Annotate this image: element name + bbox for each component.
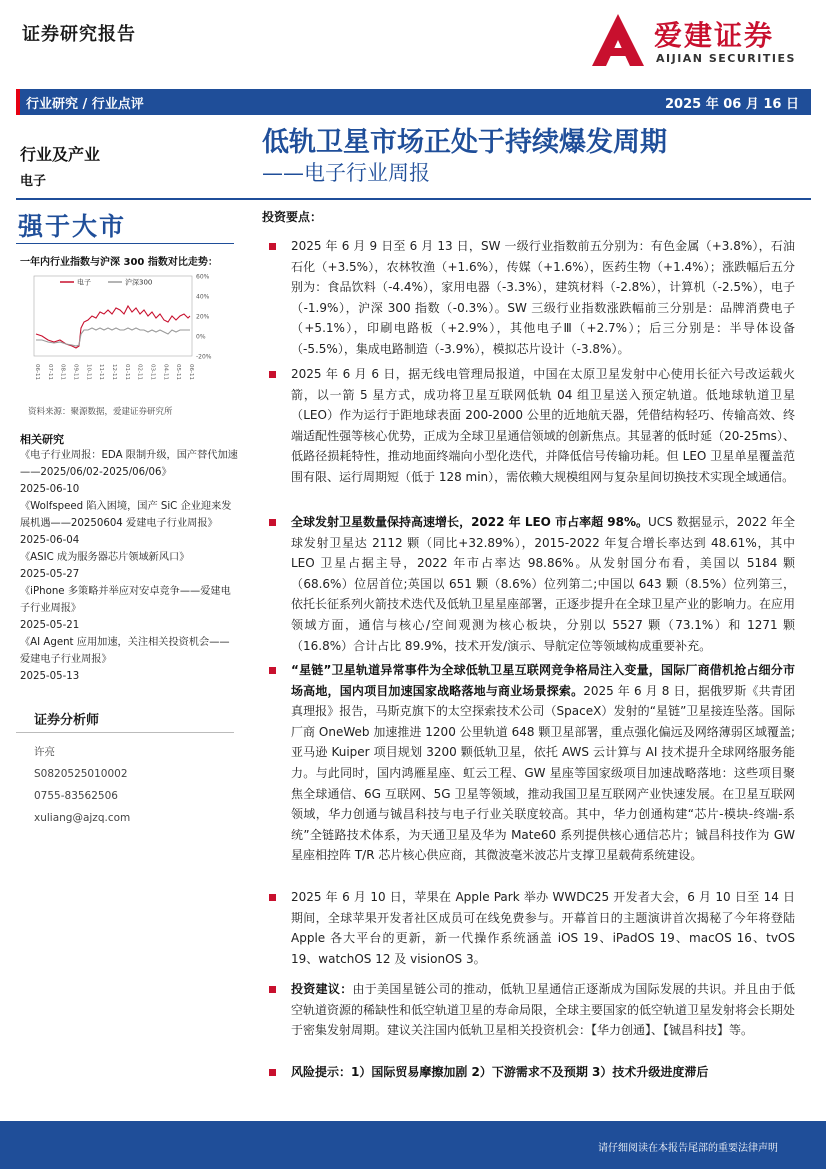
chart-source: 资料来源：聚源数据，爱建证券研究所 [28,407,173,417]
key-point-bold: 风险提示：1）国际贸易摩擦加剧 2）下游需求不及预期 3）技术升级进度滞后 [291,1065,709,1079]
y-tick-label: 40% [196,293,210,301]
analyst-email[interactable]: xuliang@ajzq.com [34,812,131,824]
bullet-icon [269,667,276,674]
x-tick-labels [34,364,194,380]
key-point-text: UCS 数据显示，2022 年全球发射卫星达 2112 颗（同比+32.89%），2015-2022 年复合增长率达到 48.61%，其中 LEO 卫星占据主导，2022 年市占率达 98.86%。从发射国分布看，美国以 5184 颗（68.6%）位居首位;英国以 651 颗（8.6%）位列第二;中国以 643 颗（8.5%）位列第三，依托长征系列火箭技术迭代及低轨卫星星座部署，正逐步提升在全球卫星产业的影响力。在应用领域方面，通信与核心/空间观测为核心板块，分别以 5527 颗（73.1%）和 1271 颗（16.8%）合计占比 89.9%，技术开发/演示、导航定位等领域构成重要补充。 [291,515,796,653]
legend-electronics: 电子 [77,278,91,287]
related-item-title[interactable]: 《ASIC 成为服务器芯片领域新风口》 [20,552,190,563]
y-tick-label: 20% [196,313,210,321]
related-item-date: 2025-05-27 [20,569,80,580]
analyst-info [34,741,130,829]
footer-disclaimer[interactable]: 请仔细阅读在本报告尾部的重要法律声明 [598,1143,778,1154]
related-item-title[interactable]: 《电子行业周报：EDA 限制升级，国产替代加速——2025/06/02-2025/06/06》 [20,450,238,478]
header-bar [16,89,811,115]
related-research-title: 相关研究 [20,433,64,446]
key-point [291,236,795,360]
analyst-phone: 0755-83562506 [34,790,118,802]
key-point [291,512,795,656]
x-tick-label: 06-11 [188,364,194,380]
related-item-date: 2025-05-21 [20,620,80,631]
logo-text-en: AIJIAN SECURITIES [656,52,796,65]
analyst-license: S0820525010002 [34,768,128,780]
bullet-icon [269,243,276,250]
report-date: 2025 年 06 月 16 日 [665,97,799,112]
report-type-label: 证券研究报告 [22,24,136,45]
key-point-text: 2025 年 6 月 6 日，据无线电管理局报道，中国在太原卫星发射中心使用长征六号改运载火箭，以一箭 5 星方式，成功将卫星互联网低轨 04 组卫星送入预定轨道。低地球轨道卫星（LEO）作为运行于距地球表面 200-2000 公里的近地航天器，凭借结构轻巧、传输高效、终端适配性强等核心优势，正成为全球卫星通信领域的创新焦点。其显著的低时延（20-25ms）、低路径损耗特性，推动地面终端向小型化迭代，并降低信号传输功耗。但 LEO 卫星单星覆盖范围有限、运行周期短（低于 128 min），需依赖大规模组网与复杂星间切换技术实现全域通信。 [291,367,795,484]
key-point [291,979,795,1041]
x-tick-label: 12-11 [111,364,117,380]
x-tick-label: 07-11 [46,364,53,380]
bullet-icon [269,1069,276,1076]
header-bar-accent [16,89,20,115]
related-item[interactable] [20,583,238,634]
chart-title: 一年内行业指数与沪深 300 指数对比走势： [20,257,218,268]
related-item-title[interactable]: 《Wolfspeed 陷入困境，国产 SiC 企业迎来发展机遇——20250604 爱建电子行业周报》 [20,501,232,529]
page-subtitle: ——电子行业周报 [262,161,430,185]
x-tick-label: 10-11 [85,364,92,380]
plot-frame [34,276,192,356]
company-logo [590,12,805,72]
x-tick-label: 09-11 [72,364,79,380]
y-tick-label: -20% [196,353,212,361]
title-divider [16,198,811,200]
bullet-icon [269,986,276,993]
legend-csi300: 沪深300 [125,278,153,287]
related-item-date: 2025-06-04 [20,535,80,546]
key-point-text: 2025 年 6 月 9 日至 6 月 13 日，SW 一级行业指数前五分别为：有色金属（+3.8%），石油石化（+3.5%），农林牧渔（+1.6%），传媒（+1.6%），医药生物（+1.4%）；涨跌幅后五分别为：食品饮料（-4.4%），家用电器（-3.3%），建筑材料（-2.8%），计算机（-2.5%），电子（-1.9%），沪深 300 指数（-0.3%）。SW 三级行业指数涨跌幅前三分别是：品牌消费电子（+5.1%），印刷电路板（+2.9%），其他电子Ⅲ（+2.7%）；后三分别是：半导体设备（-5.5%），集成电路制造（-3.9%），模拟芯片设计（-3.8%）。 [291,239,795,356]
breadcrumb: 行业研究 / 行业点评 [26,97,144,112]
bullet-icon [269,894,276,901]
industry-title: 行业及产业 [20,145,101,164]
y-tick-label: 0% [196,333,206,341]
x-tick-label: 04-11 [162,364,169,380]
rating-divider [16,243,234,244]
related-item[interactable] [20,549,238,583]
x-tick-label: 06-11 [34,364,40,380]
analyst-divider [16,732,234,733]
logo-mark-icon [590,12,646,68]
x-tick-label: 11-11 [98,364,105,380]
key-point-text: 2025 年 6 月 8 日，据俄罗斯《共青团真理报》报告，马斯克旗下的太空探索技术公司（SpaceX）发射的“星链”卫星接连坠落。国际厂商 OneWeb 加速推进 1200 公里轨道 648 颗卫星部署，重点强化偏远及网络薄弱区域覆盖;亚马逊 Kuiper 项目规划 3200 颗低轨卫星，依托 AWS 云计算与 AI 技术提升全球网络服务能力。与此同时，国内鸿雁星座、虹云工程、GW 星座等国家级项目加速战略落地：这些项目聚焦全球通信、6G 互联网、5G 卫星等领域，推动我国卫星互联网产业快速发展。在卫星互联网领域，华力创通与铖昌科技与电子行业关联度较高。其中，华力创通构建“芯片-模块-终端-系统”全链路技术体系，为天通卫星及华为 Mate60 系列提供核心通信芯片；铖昌科技作为 GW 星座相控阵 T/R 芯片核心供应商，其微波毫米波芯片支撑卫星载荷系统建设。 [291,683,795,863]
footer-bar [0,1121,826,1169]
related-item[interactable] [20,447,238,498]
key-point [291,660,795,866]
industry-sub: 电子 [20,174,47,189]
related-item-title[interactable]: 《iPhone 多策略并举应对安卓竞争——爱建电子行业周报》 [20,586,231,614]
related-item-date: 2025-06-10 [20,484,80,495]
bullet-icon [269,519,276,526]
rating-label: 强于大市 [18,212,127,241]
x-tick-label: 08-11 [59,364,66,380]
logo-text-cn: 爱建证券 [654,19,775,52]
x-tick-label: 05-11 [175,364,182,380]
y-tick-labels [196,274,212,361]
key-points-title: 投资要点： [262,210,323,224]
bullet-icon [269,371,276,378]
key-point-bold: “星链”卫星轨道异常事件为全球低轨卫星互联网竞争格局注入变量，国际厂商借机抢占细分市场高地，国内项目加速国家战略落地与商业场景探索。 [291,663,795,698]
key-point [291,1062,795,1083]
key-point [291,887,795,969]
related-item-date: 2025-05-13 [20,671,80,682]
x-tick-label: 03-11 [149,364,156,380]
key-point-bold: 全球发射卫星数量保持高速增长，2022 年 LEO 市占率超 98%。 [291,515,648,529]
x-tick-label: 01-11 [123,364,130,380]
index-comparison-chart [16,268,228,388]
key-point-text: 2025 年 6 月 10 日，苹果在 Apple Park 举办 WWDC25 开发者大会，6 月 10 日至 14 日期间，全球苹果开发者社区成员可在线免费参与。开幕首日的主题演讲首次揭秘了今年将登陆 Apple 各大平台的更新，新一代操作系统涵盖 iOS 19、iPadOS 19、macOS 16、tvOS 19、watchOS 12 及 visionOS 3。 [291,890,795,966]
key-point-text: 由于美国星链公司的推动，低轨卫星通信正逐渐成为国际发展的共识。并且由于低空轨道资源的稀缺性和低空轨道卫星的寿命局限，全球主要国家的低空轨道卫星发射将会长期处于密集发射周期。建议关注国内低轨卫星相关投资机会：【华力创通】、【铖昌科技】等。 [291,982,796,1038]
related-item[interactable] [20,634,238,685]
page-title: 低轨卫星市场正处于持续爆发周期 [262,127,667,158]
key-point [291,364,795,488]
analyst-name: 许亮 [34,746,55,758]
related-item[interactable] [20,498,238,549]
analyst-title: 证券分析师 [34,713,100,728]
key-point-bold: 投资建议： [291,982,353,996]
related-research-list [20,447,238,685]
x-tick-label: 02-11 [136,364,143,380]
related-item-title[interactable]: 《AI Agent 应用加速，关注相关投资机会——爱建电子行业周报》 [20,637,230,665]
y-tick-label: 60% [196,273,210,281]
